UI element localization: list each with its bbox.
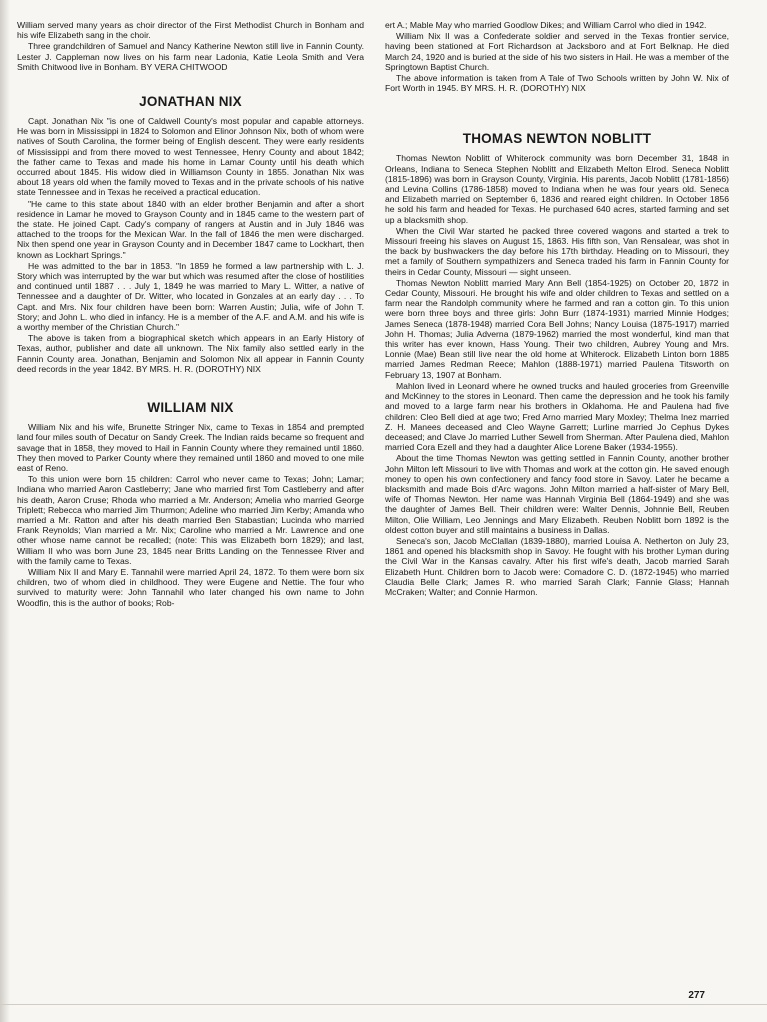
paragraph: William Nix and his wife, Brunette Stringer Nix, came to Texas in 1854 and prempted land four miles south of Decatur on Sandy Creek. The Indian raids became so frequent and savage that in 1858, they moved to Hail in Fannin County where they remained until 1860. They then moved to Parker County where they remained until 1860 and moved to one mile east of Reno. (17, 422, 364, 473)
paragraph: To this union were born 15 children: Carrol who never came to Texas; John; Lamar; Indiana who married Aaron Castleberry; Jane who married first Tom Castleberry and after his death, Aaron Cruse; Rhoda who married a Mr. Anderson; Amelia who married George Triplett; Rebecca who married Jim Thurmon; Adeline who married Jim Kerby; Amanda who married a Mr. Ratton and after his death married Ben Stabastian; Lucinda who married Frank Reynolds; Vian married a Mr. Nix; Caroline who married a Mr. Lawrence and one other whose name cannot be recalled; (note: This was Elizabeth born 1829); and last, William II who was born June 23, 1845 near Britts Landing on the Tennessee River and with the family came to Texas. (17, 474, 364, 566)
paragraph: He was admitted to the bar in 1853. "In 1859 he formed a law partnership with L. J. Story which was interrupted by the war but which was resumed after the close of hostilities and continued until 1887 . . . July 1, 1849 he was married to Mary L. Witter, a native of Tennessee and a daughter of Dr. Witter, who located in Gonzales at an early day . . . To Capt. and Mrs. Nix four children have been born: Warren Austin; Julia, wife of John T. Story; and John L. who died in infancy. He is a member of the A.F. and A.M. and his wife is a worthy member of the Christian Church." (17, 260, 364, 333)
paragraph: Three grandchildren of Samuel and Nancy Katherine Newton still live in Fannin County. Lester J. Cappleman now lives on his farm near Ladonia, Katie Leola Smith and Vera Smith Chitwood live in Bonham. BY VERA CHITWOOD (17, 41, 364, 72)
paragraph: William served many years as choir director of the First Methodist Church in Bonham and his wife Elizabeth sang in the choir. (17, 20, 364, 41)
paragraph: "He came to this state about 1840 with an elder brother Benjamin and after a short residence in Lamar he moved to Grayson County and in 1845 came to the western part of the state. He joined Capt. Cady's company of rangers at Austin and in July 1846 was attached to the troops for the Mexican War. In the fall of 1846 the men were discharged. Nix then spend one year in Grayson County and in December 1847 came to Lockhart, then known as Lockhart Springs." (17, 198, 364, 260)
paragraph: About the time Thomas Newton was getting settled in Fannin County, another brother John Milton left Missouri to live with Thomas and work at the cotton gin. He saved enough money to open his own confectionery and fancy food store in Savoy. Later he became a blacksmith and made Bois d'Arc wagons. John Milton married a half-sister of Mary Bell, wife of Thomas Newton. Her name was Hannah Virginia Bell (1864-1949) and she was the daughter of James Bell. Their children were: Walter Dennis, Johnnie Bell, Reuben Milton, Olie William, Leo Jennings and Mary Elizabeth. Reuben Noblitt born 1892 is the oldest cotton buyer and still maintains a business in Dallas. (385, 453, 729, 535)
paragraph: The above information is taken from A Tale of Two Schools written by John W. Nix of Fort Worth in 1945. BY MRS. H. R. (DOROTHY) NIX (385, 73, 729, 94)
paragraph: Seneca's son, Jacob McClallan (1839-1880), married Louisa A. Netherton on July 23, 1861 and opened his blacksmith shop in Savoy. He fought with his brother Lyman during the Civil War in the Kansas cavalry. After his first wife's death, Jacob married Sarah Elizabeth Hunt. Children born to Jacob were: Comadore C. D. (1872-1945) who married Claudia Belle Clark; James R. who married Sarah Clark; Fannie Glass; Hannah McCraken; Walter; and Connie Harmon. (385, 535, 729, 597)
page-number: 277 (688, 990, 705, 1001)
section-heading-thomas-newton-noblitt: THOMAS NEWTON NOBLITT (462, 131, 652, 147)
section-heading-william-nix: WILLIAM NIX (147, 400, 234, 416)
page-edge-line (0, 1004, 767, 1005)
paragraph: Thomas Newton Noblitt married Mary Ann Bell (1854-1925) on October 20, 1872 in Cedar County, Missouri. He brought his wife and older children to Texas and settled on a farm near the Randolph community where he farmed and ran a cotton gin. To this union were born three boys and three girls: John Burr (1874-1931) married Minnie Hodges; James Seneca (1878-1948) married Cora Bell Johns; Nancy Louisa (1875-1917) married John H. Thomas; Julia Adverna (1879-1962) married the most wonderful, kind man that this writer has ever known, Hass Young. Their two children, Aubrey Young and Mrs. Lonnie (Mae) Bean still live near the old home at Whiterock. Elizabeth Linton born 1885 married James Redman Reece; Mahlon (1888-1971) married Paulena Titsworth on February 13, 1907 at Bonham. (385, 277, 729, 380)
paragraph: Thomas Newton Noblitt of Whiterock community was born December 31, 1848 in Orleans, Indiana to Seneca Stephen Noblitt and Elizabeth Melton Elrod. Seneca Noblitt (1815-1896) was born in Grayson County, Virginia. His parents, Jacob Noblitt (1781-1856) and Levina Collins (1786-1858) moved to Indiana when he was four years old. Seneca and Elizabeth married on September 6, 1836 and reared eight children. In October 1856 he sold his farm and headed for Texas. He purchased 640 acres, started farming and set up a blacksmith shop. (385, 153, 729, 225)
paragraph: When the Civil War started he packed three covered wagons and started a trek to Missouri freeing his slaves on August 15, 1863. His fifth son, Van Rensalear, was shot in the back by bushwackers the day before his 17th birthday. Heading on to Missouri, they met a family of Southern sympathizers and Seneca traded his farm in Fannin County for theirs in Cedar County, Missouri — sight unseen. (385, 225, 729, 277)
right-column (385, 20, 729, 980)
paragraph: William Nix II and Mary E. Tannahil were married April 24, 1872. To them were born six children, two of whom died in childhood. They were Eugene and Nettie. The four who survived to maturity were: John Tannahil who later changed his own name to John Woodfin, this is the author of books; Rob- (17, 566, 364, 608)
left-column (17, 20, 364, 980)
paragraph: William Nix II was a Confederate soldier and served in the Texas frontier service, having been stationed at Fort Richardson at Jacksboro and at Fort Belknap. He died March 24, 1920 and is buried at the side of his two sisters in Hail. He was a member of the Springtown Baptist Church. (385, 31, 729, 72)
binding-shadow (0, 0, 10, 1022)
paragraph: Capt. Jonathan Nix "is one of Caldwell County's most popular and capable attorneys. He was born in Mississippi in 1824 to Solomon and Elinor Johnson Nix, both of whom were natives of South Carolina, the former being of English descent. They were early residents of Mississippi and from there moved to west Tennessee, Henry County and about 1842; the father came to Texas and made his home in Lamar County until his death which occurred about 1845. His widow died in Williamson County in 1855. Jonathan Nix was about 18 years old when the family moved to Texas and in the private schools of his native state Tennessee and in Texas he received a practical education. (17, 116, 364, 198)
paragraph: ert A.; Mable May who married Goodlow Dikes; and William Carrol who died in 1942. (385, 20, 707, 30)
paragraph: The above is taken from a biographical sketch which appears in an Early History of Texas, author, publisher and date all unknown. The Nix family also settled early in the Fannin County area. Jonathan, Benjamin and Solomon Nix all appear in Fannin County deed records in the year 1842. BY MRS. H. R. (DOROTHY) NIX (17, 333, 364, 374)
paragraph: Mahlon lived in Leonard where he owned trucks and hauled groceries from Greenville and McKinney to the stores in Leonard. Then came the depression and he took his family and moved to a large farm near his brothers in Oklahoma. He and Paulena had five children: Cleo Bell died at age two; Fred Arno married Mary Moxley; Thelma Inez married Z. H. Manees deceased and Cleo Wayne Garrett; Lurline married Jo Cephus Dykes deceased; and Clave Jo married Luther Sewell from Sherman. After Paulena died, Mahlon married Cora Ezell and they had a daughter Alice Lorene Baker (1934-1955). (385, 380, 729, 453)
section-heading-jonathan-nix: JONATHAN NIX (139, 94, 242, 110)
